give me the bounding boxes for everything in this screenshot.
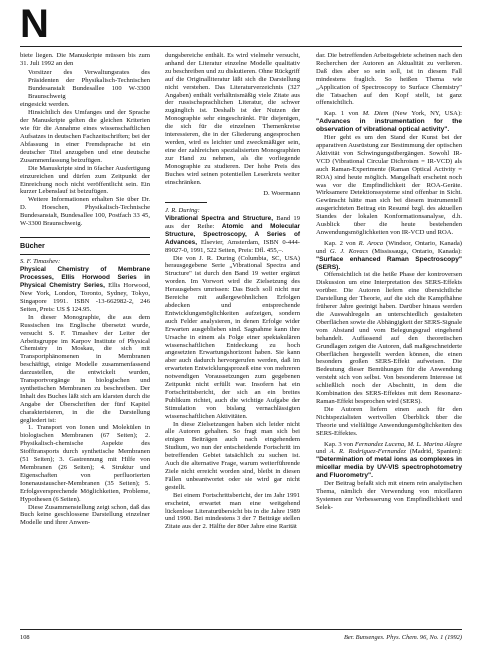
- ref-prefix: Kap. 2 von: [324, 239, 356, 247]
- paragraph: Bei einem Fortschrittsbericht, der im Jahr 1991 erscheint, erwartet man eine weitgehend lückenlose Literaturübersicht bis in die Jahre 1989 und 1990. Bei mindestens 3 der 7 Beiträge stellen Zitate aus der 2. Hälfte der 80er Jahre eine Rarität: [165, 491, 300, 531]
- chapter-reference: [316, 110, 462, 134]
- review-publication: Ellis Horwood, New York, London, Toronto, Sydney, Tokyo, Singapore 1991. ISBN -13-662982-2, 246 Seiten, Preis: US $ 124.95.: [20, 282, 150, 313]
- paragraph: In diese Zielsetzungen haben sich leider nicht alle Autoren gehalten. So fragt man sich bei einigen Beiträgen auch nach eingehendem Studium, wo nun der entscheidende Fortschritt im betreffenden Gebiet tatsächlich zu suchen ist. Auch die alternative Frage, warum weiterführende Ziele nicht erreicht worden sind, bleibt in diesen Fällen unbeantwortet oder sie wird gar nicht gestellt.: [165, 420, 300, 491]
- ref-author: G. J. Kovacs: [329, 247, 369, 255]
- review-title: Vibrational Spectra and Structure,: [165, 215, 273, 223]
- column-2: [165, 52, 300, 531]
- paragraph: Die Manuskripte sind in 6facher Ausfertigung einzureichen und dürfen zum Zeitpunkt der Einreichung noch nicht veröffentlicht sein. Ein kurzer Lebenslauf ist beizufügen.: [20, 164, 150, 196]
- review-header: [165, 207, 300, 254]
- paragraph: Hinsichtlich des Umfanges und der Sprache der Manuskripte gelten die gleichen Kriterien wie für die Annahme eines wissenschaftlichen Aufsatzes in deutschen Fachzeitschriften; bei der Abfassung in einer Fremdsprache ist ein deutscher Titel anzugeben und eine deutsche Zusammenfassung beizufügen.: [20, 109, 150, 164]
- ref-place: (Madrid, Spanien):: [409, 448, 462, 456]
- ref-prefix: Kap. 3 von: [324, 440, 354, 448]
- ref-author: Fernandez Lucena, M. L. Marina Alegre: [354, 440, 462, 448]
- paragraph: Der Beitrag befaßt sich mit einem rein analytischen Thema, nämlich der Verwendung von micellaren Systemen zur Verbesserung von Empfindlichkeit und Selek-: [316, 480, 462, 511]
- review-title: Physical Chemistry of Membrane Processes, Ellis Horwood Series in Physical Chemistry Series,: [20, 266, 150, 290]
- paragraph: Die Autoren liefern einen auch für den Nichtspezialisten wertvollen Überblick über die Theorie und vielfältige Anwendungsmöglichkeiten des SERS-Effektes.: [316, 405, 462, 437]
- paragraph: In dieser Monographie, die aus dem Russischen ins Englische übersetzt wurde, versucht S. F. Timashev der Leiter der Arbeitsgruppe im Karpov Institute of Physical Chemistry in Moskau, die sich mit Transportphänomenen in Membranen beschäftigt, einige Modelle zusammenfassend darzustellen, die entwickelt wurden, Transportvorgänge in biologischen und synthetischen Membranen zu beschreiben. Der Inhalt des Buches läßt sich am klarsten durch die Angabe der Überschriften der fünf Kapitel charakterisieren, in die die Darstellung gegliedert ist:: [20, 313, 150, 424]
- review-publication: Elsevier, Amsterdam, ISBN 0-444-89027-0, 1991, 522 Seiten, Preis: Dfl. 455,–.: [165, 238, 300, 254]
- section-title: Bücher: [20, 240, 45, 250]
- paragraph: biete liegen. Die Manuskripte müssen bis zum 31. Juli 1992 an den: [20, 52, 150, 67]
- ref-place: (New York, NY, USA):: [392, 110, 462, 118]
- bottom-rule: [20, 629, 462, 630]
- ref-place: (Mississauga, Ontario, Kanada):: [372, 247, 462, 255]
- paragraph: Diese Zusammenstellung zeigt schon, daß das Buch keine geschlossene Darstellung einzelner Modelle und ihrer Anwen-: [20, 503, 150, 527]
- chapter-reference: [316, 441, 462, 481]
- ref-connector: und: [316, 448, 326, 456]
- chapter-reference: [316, 240, 462, 272]
- paragraph: dar. Die betreffenden Arbeitsgebiete scheinen nach den Recherchen der Autoren an Aktualität zu verlieren. Daß dies aber so sein soll, ist in diesem Fall mindestens fraglich. So heißen Thema wie „Application of Spectroscopy to Surface Chemistry" die Tatsachen auf den Kopf stellt, ist ganz offensichtlich.: [316, 52, 462, 107]
- paragraph: dungsbereiche enthält. Es wird vielmehr versucht, anhand der Literatur einzelne Modelle qualitativ zu beschreiben und zu diskutieren. Ohne Rückgriff auf die Originalliteratur läßt sich die Darstellung nicht verstehen. Das Literaturverzeichnis (327 Angaben) enthält verhältnismäßig viele Zitate aus der russischsprachlichen Literatur, die schwer zugänglich ist. Deshalb ist der Nutzen der Monographie sehr eingeschränkt. Für diejenigen, die sich für die einzelnen Themenkreise interessieren, die in der Gliederung angesprochen werden, wird es leichter und zweckmäßiger sein, eine der zahlreichen spezialisierten Monographien zur Hand zu nehmen, als die vorliegende Monographie zu studieren. Der hohe Preis des Buches wird seinen potentiellen Leserkreis weiter einschränken.: [165, 52, 300, 186]
- review-author: S. F. Timashev:: [20, 258, 61, 266]
- column-3: [316, 52, 462, 512]
- section-rule: [20, 237, 150, 238]
- ref-title: "Determination of metal ions as complexes in micellar media by UV-VIS spectrophotometry and Fluorometry".: [316, 456, 462, 480]
- top-rule: [20, 46, 462, 47]
- paragraph: Hier geht es um den Stand der Kunst bei der apparativen Ausrüstung zur Bestimmung der optischen Aktivität von Schwingungsübergängen. Sowohl IR-VCD (Vibrational Circular Dichroism = IR-VCD) als auch Raman-Experimente (Raman Optical Activity = ROA) sind heute möglich. Mangelhaft erscheint noch was vor die Empfindlichkeit der ROA-Geräte. Wirksamere Detektionssysteme sind offenbar in Sicht. Gewünscht hätte man sich bei diesem instrumentell ausgerichteten Beitrag ein Resumé bzgl. des aktuellen Standes der lokalen Konformationsanalyse, d.h. Ausblick über die heute bestehenden Anwendungsmöglichkeiten von IR-VCD und ROA.: [316, 134, 462, 236]
- paragraph: 1. Transport von Ionen und Molekülen in biologischen Membranen (67 Seiten); 2. Physikalisch-chemische Aspekte des Stofftransports durch synthetische Membranen (51 Seiten); 3. Gastrennung mit Hilfe von Membranen (26 Seiten); 4. Struktur und Eigenschaften von perfluorierten Ionenaustauscher-Membranen (35 Seiten); 5. Erfolgsversprechende Möglichkeiten, Probleme, Hypothesen (6 Seiten).: [20, 424, 150, 503]
- section-rule: [20, 254, 150, 255]
- paragraph: Weitere Informationen erhalten Sie über Dr. D. Hoeschen, Physikalisch-Technische Bundesanstalt, Bundesallee 100, Postfach 33 45, W-3300 Braunschweig.: [20, 196, 150, 228]
- ref-prefix: Kap. 1 von: [324, 110, 359, 118]
- address-block: Vorsitzer des Verwaltungsrates des Präsidenten der Physikalisch-Technischen Bundesanstalt Bundesallee 100 W-3300 Braunschweig: [28, 68, 150, 100]
- review-author: J. R. During:: [165, 207, 200, 215]
- review-separator: [165, 202, 207, 203]
- ref-author: M. Diem: [362, 110, 389, 118]
- review-header: [20, 258, 150, 313]
- column-1: [20, 52, 150, 527]
- ref-title: "Surface enhanced Raman Spectroscopy" (SERS).: [316, 255, 462, 271]
- paragraph: eingesickt werden.: [20, 101, 70, 109]
- ref-title: "Advances in instrumentation for the observation of vibrational optical activity".: [316, 118, 462, 134]
- paragraph: Offensichtlich ist die heiße Phase der kontroversen Diskussion um eine Interpretation des SERS-Effekts vorüber. Die Autoren liefern eine übersichtliche Darstellung der Theorie, auf die sich die Kampfhähne früherer Jahre geeinigt haben. Darüber hinaus werden die Auswahlregeln an unterschiedlich gestalteten Oberflächen sowie die Abhängigkeit der SERS-Signale vom Abstand und vom Belegungsgrad eingehend behandelt. Auffassend auf den theoretischen Grundlagen zeigen die Autoren, daß maßgeschneiderte Oberflächen hergestellt werden können, die einen besonders großen SERS-Effekt aufweisen. Die Bedeutung dieser Bemühungen für die Anwendung versteht sich von selbst. Von besonderem Interesse ist schließlich noch der Abschnitt, in dem die Kombination des SERS-Effektes mit dem Resonanz-Raman-Effekt besprochen wird (SERS).: [316, 271, 462, 405]
- section-letter: N: [20, 2, 49, 46]
- journal-citation: Ber. Bunsenges. Phys. Chem. 96, No. 1 (1992): [343, 634, 462, 641]
- ref-author: R. Aroca: [358, 239, 384, 247]
- ref-place: (Windsor, Ontario, Kanada) und: [316, 239, 463, 255]
- ref-author: A. R. Rodriguez-Fernandez: [329, 448, 406, 456]
- page-number: 108: [20, 634, 30, 641]
- reviewer-signature: D. Woermann: [263, 190, 300, 198]
- review-publication: Band 19 aus der Reihe:: [165, 215, 300, 230]
- paragraph: Die von J. R. During (Columbia, SC, USA) herausgegebene Serie „Vibrational Spectra and Structure" ist durch den Band 19 weiter ergänzt worden. Im Vorwort wird die Zielsetzung des Herausgebers umrissen: Das Buch soll nicht nur Bereiche mit außergewöhnlichen Erfolgen abdecken und entsprechende Entwicklungsmöglichkeiten aufzeigen, sondern auch Felder analysieren, in denen Erfolge wider Erwarten ausgeblieben sind. Sagnahme kann ihre Ursache in einem als Folge einer spektakulären wissenschaftlichen Entdeckung zu hoch angesetzten Erwartungshorizont haben. Sie kann aber auch dadurch hervorgerufen werden, daß im erwarteten Entwicklungsprozeß eine von mehreren notwendigen Voraussetzungen zum gegebenen Zeitpunkt nicht erfüllt war. Insofern hat ein Fortschrittsbericht, der sich an ein breites Publikum richtet, auch die wichtige Aufgabe der Stimulation von bislang vernachlässigten wissenschaftlichen Aktivitäten.: [165, 254, 300, 420]
- review-series-title: Atomic and Molecular Structure, Spectroscopy, A Series of Advances,: [165, 222, 300, 246]
- spacer: [20, 228, 150, 233]
